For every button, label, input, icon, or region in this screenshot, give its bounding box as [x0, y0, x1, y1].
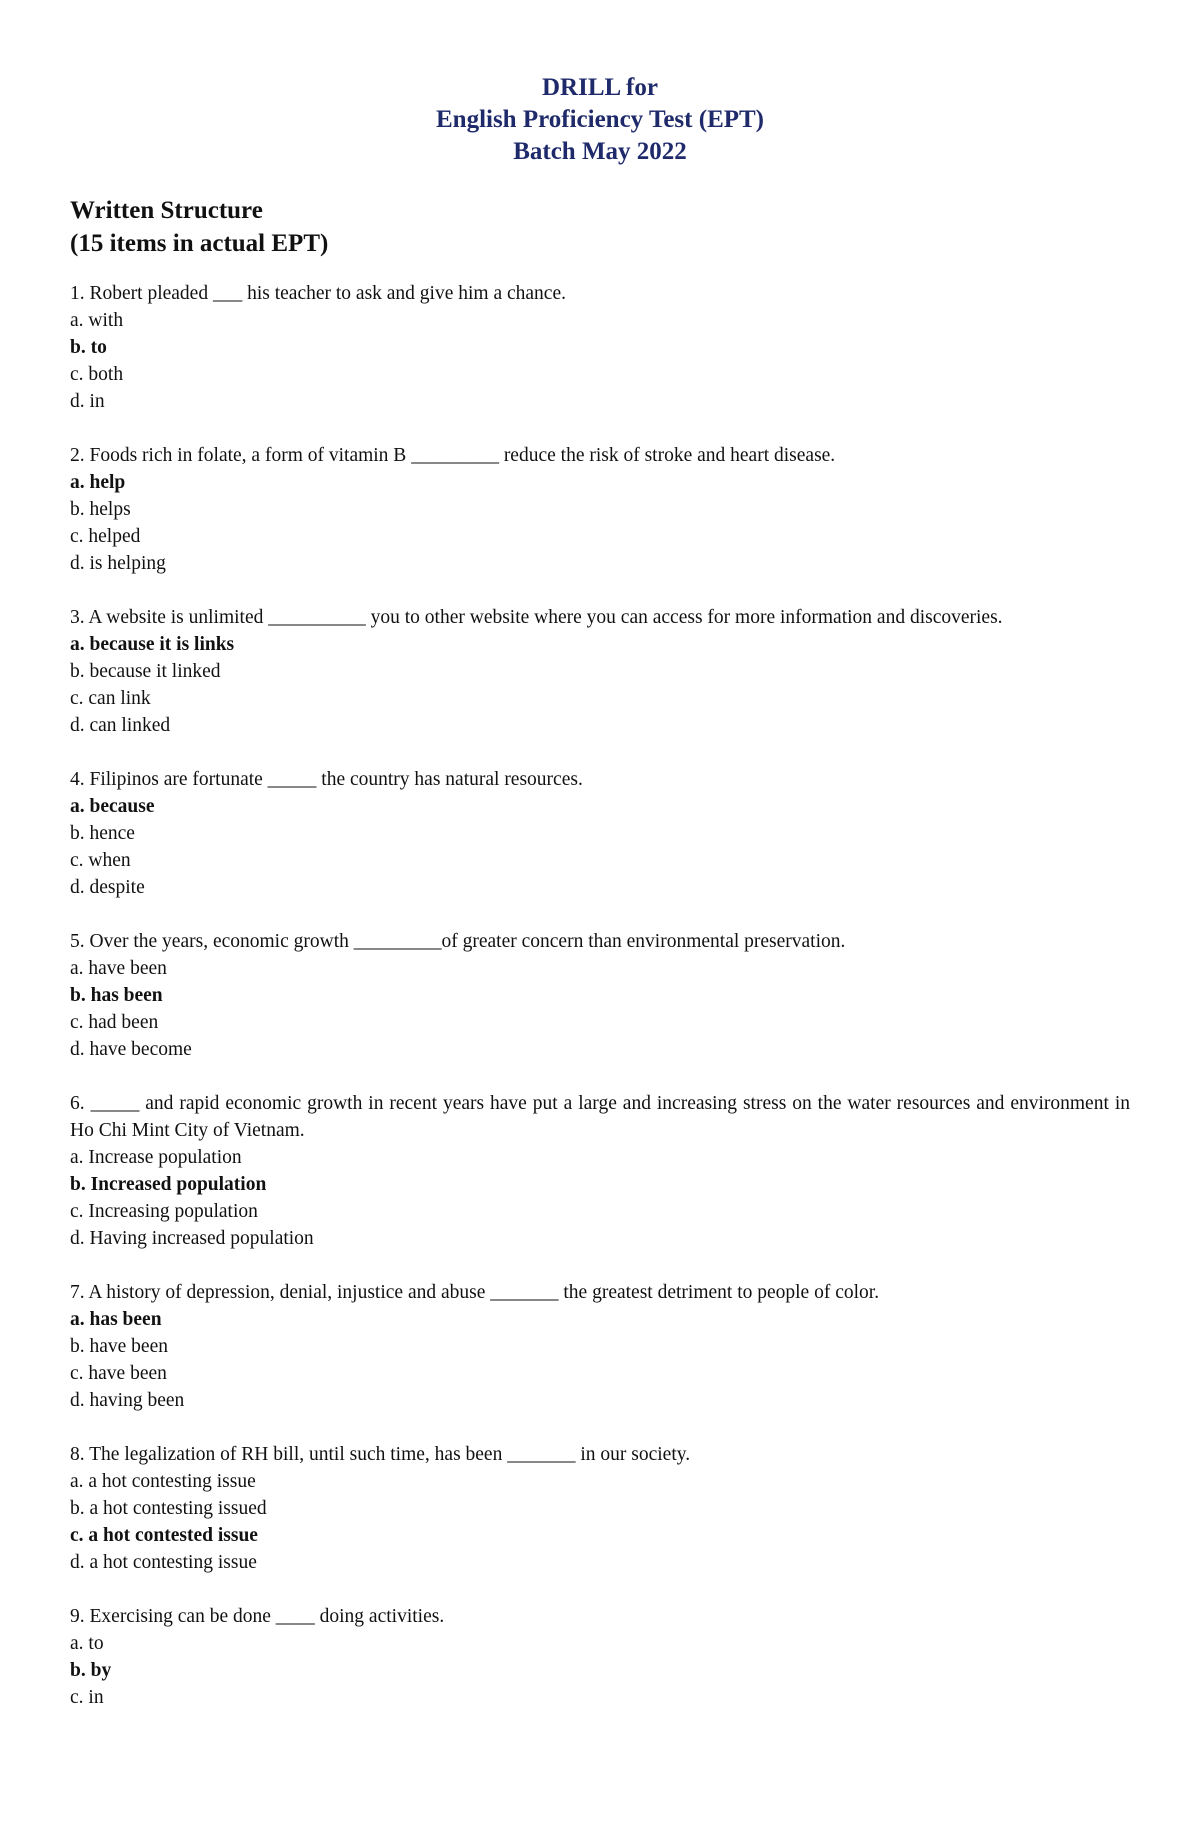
answer-option-correct: a. help	[70, 472, 126, 493]
answer-option: d. is helping	[70, 553, 166, 574]
answer-option: b. because it linked	[70, 661, 221, 682]
question-item	[70, 1441, 1130, 1576]
answer-option: b. a hot contesting issued	[70, 1498, 267, 1519]
answer-option: c. can link	[70, 688, 151, 709]
section-heading	[70, 194, 1130, 260]
question-stem: 3. A website is unlimited __________ you to other website where you can access for more information and discoveries.	[70, 607, 1003, 628]
answer-option: b. helps	[70, 499, 131, 520]
answer-option: d. a hot contesting issue	[70, 1552, 257, 1573]
answer-option: c. helped	[70, 526, 141, 547]
answer-option: a. have been	[70, 958, 167, 979]
answer-option-correct: b. Increased population	[70, 1174, 267, 1195]
answer-option: b. have been	[70, 1336, 168, 1357]
title-line-3: Batch May 2022	[513, 138, 687, 165]
question-stem: 6. _____ and rapid economic growth in recent years have put a large and increasing stress on the water resources and environment in Ho Chi Mint City of Vietnam.	[70, 1093, 1130, 1141]
answer-option-correct: c. a hot contested issue	[70, 1525, 258, 1546]
question-item	[70, 280, 1130, 415]
section-title: Written Structure	[70, 197, 263, 224]
answer-option: a. a hot contesting issue	[70, 1471, 256, 1492]
question-list	[70, 280, 1130, 1711]
answer-option-correct: b. to	[70, 337, 107, 358]
answer-option-correct: a. because it is links	[70, 634, 235, 655]
question-item	[70, 442, 1130, 577]
question-stem: 7. A history of depression, denial, injustice and abuse _______ the greatest detriment to people of color.	[70, 1282, 880, 1303]
answer-option: c. when	[70, 850, 131, 871]
answer-option: d. Having increased population	[70, 1228, 314, 1249]
answer-option-correct: b. has been	[70, 985, 163, 1006]
answer-option: a. with	[70, 310, 124, 331]
answer-option: c. Increasing population	[70, 1201, 258, 1222]
title-line-2: English Proficiency Test (EPT)	[435, 106, 765, 133]
question-stem: 1. Robert pleaded ___ his teacher to ask and give him a chance.	[70, 283, 566, 304]
question-stem: 8. The legalization of RH bill, until such time, has been _______ in our society.	[70, 1444, 691, 1465]
answer-option-correct: a. because	[70, 796, 155, 817]
section-subtitle: (15 items in actual EPT)	[70, 230, 329, 257]
answer-option: b. hence	[70, 823, 135, 844]
title-line-1: DRILL for	[542, 74, 658, 101]
answer-option: c. both	[70, 364, 124, 385]
answer-option: a. Increase population	[70, 1147, 242, 1168]
answer-option: c. have been	[70, 1363, 167, 1384]
question-item	[70, 1603, 1130, 1711]
answer-option-correct: a. has been	[70, 1309, 162, 1330]
question-stem: 4. Filipinos are fortunate _____ the country has natural resources.	[70, 769, 583, 790]
question-item	[70, 1090, 1130, 1252]
answer-option: d. can linked	[70, 715, 171, 736]
answer-option-correct: b. by	[70, 1660, 112, 1681]
question-item	[70, 928, 1130, 1063]
answer-option: d. despite	[70, 877, 145, 898]
answer-option: c. in	[70, 1687, 104, 1708]
answer-option: d. in	[70, 391, 105, 412]
answer-option: a. to	[70, 1633, 104, 1654]
question-item	[70, 766, 1130, 901]
question-stem: 5. Over the years, economic growth _________of greater concern than environmental preservation.	[70, 931, 846, 952]
question-item	[70, 604, 1130, 739]
answer-option: d. have become	[70, 1039, 192, 1060]
answer-option: d. having been	[70, 1390, 185, 1411]
answer-option: c. had been	[70, 1012, 159, 1033]
question-stem: 2. Foods rich in folate, a form of vitamin B _________ reduce the risk of stroke and heart disease.	[70, 445, 836, 466]
question-stem: 9. Exercising can be done ____ doing activities.	[70, 1606, 445, 1627]
document-title	[70, 72, 1130, 168]
question-item	[70, 1279, 1130, 1414]
